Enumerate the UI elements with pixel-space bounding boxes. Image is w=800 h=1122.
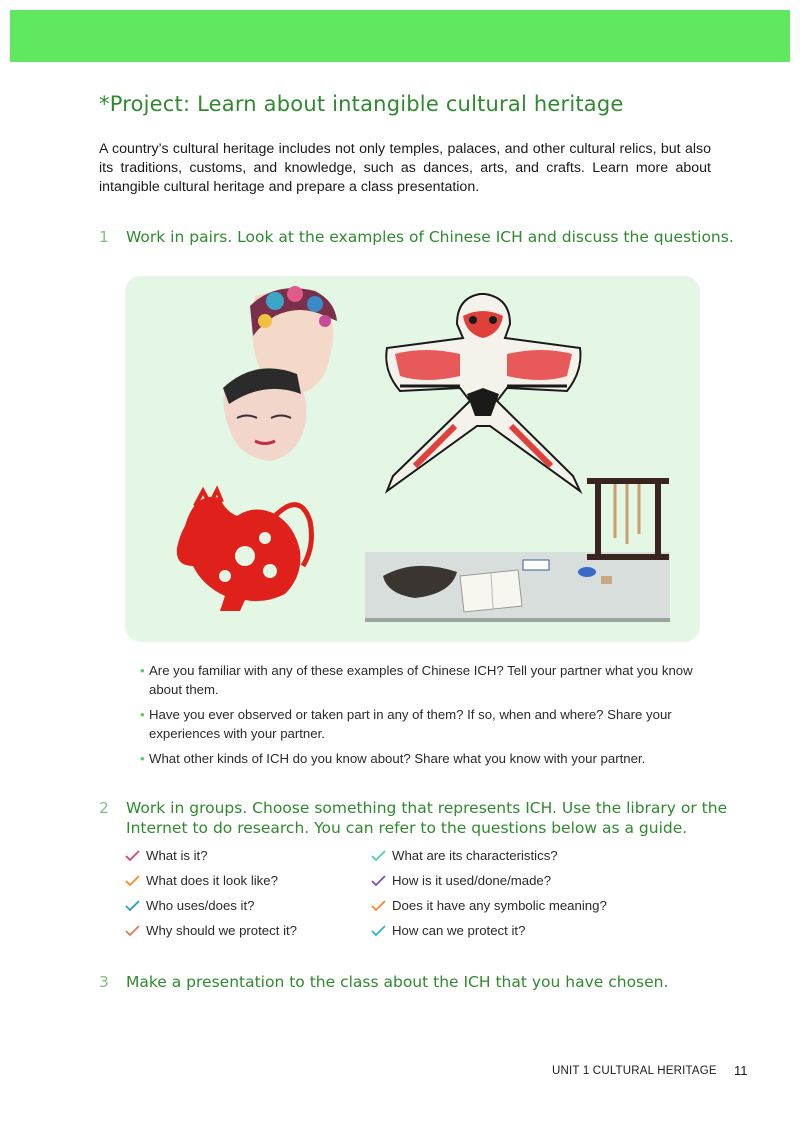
checkmark-icon — [125, 900, 140, 912]
research-question-text: How can we protect it? — [392, 923, 526, 938]
question-bullet: • Have you ever observed or taken part in any of them? If so, when and where? Share your experiences with your partner. — [140, 707, 672, 741]
research-question-item — [125, 846, 371, 865]
task-3-number: 3 — [99, 973, 109, 991]
ich-examples-illustration — [125, 276, 700, 642]
research-question-text: Who uses/does it? — [146, 898, 255, 913]
bullet-dot-icon: • — [140, 707, 145, 722]
bullet-dot-icon: • — [140, 751, 145, 766]
task-3-instruction: Make a presentation to the class about the ICH that you have chosen. — [126, 973, 669, 991]
research-question-item — [371, 846, 641, 865]
question-bullet: • Are you familiar with any of these examples of Chinese ICH? Tell your partner what you know about them. — [140, 663, 693, 697]
task-2-heading — [99, 798, 739, 838]
research-question-item — [125, 921, 371, 940]
checkmark-icon — [371, 925, 386, 937]
research-question-text: What is it? — [146, 848, 208, 863]
checkmark-icon — [125, 850, 140, 862]
task-1-heading — [99, 227, 739, 247]
research-question-text: Does it have any symbolic meaning? — [392, 898, 607, 913]
page-number: 11 — [734, 1063, 748, 1078]
checkmark-icon — [125, 925, 140, 937]
project-title: *Project: Learn about intangible cultural heritage — [99, 92, 624, 116]
task-3-heading — [99, 972, 739, 992]
research-question-text: What does it look like? — [146, 873, 278, 888]
checkmark-icon — [125, 875, 140, 887]
project-intro: A country’s cultural heritage includes not only temples, palaces, and other cultural relics, but also its traditions, customs, and knowledge, such as dances, arts, and crafts. Learn more about intangible cultural heritage and prepare a class presentation. — [99, 141, 711, 195]
research-question-item — [125, 871, 371, 890]
research-question-text: How is it used/done/made? — [392, 873, 552, 888]
research-question-item — [371, 871, 641, 890]
top-color-band — [10, 10, 790, 62]
footer-unit-title: UNIT 1 CULTURAL HERITAGE — [552, 1065, 717, 1077]
paper-cut-rooster-image — [177, 490, 312, 611]
research-question-text: Why should we protect it? — [146, 923, 297, 938]
checkmark-icon — [371, 850, 386, 862]
research-question-text: What are its characteristics? — [392, 848, 558, 863]
task-1-questions — [140, 662, 700, 776]
ich-photo-panel — [125, 276, 700, 642]
checkmark-icon — [371, 875, 386, 887]
research-question-list — [125, 846, 645, 940]
swallow-kite-image — [386, 294, 580, 491]
research-question-item — [371, 896, 641, 915]
checkmark-icon — [371, 900, 386, 912]
calligraphy-tools-image — [365, 478, 670, 622]
bullet-dot-icon: • — [140, 663, 145, 678]
task-2-instruction: Work in groups. Choose something that represents ICH. Use the library or the Internet to do research. You can refer to the questions below as a guide. — [126, 799, 728, 837]
research-question-item — [371, 921, 641, 940]
question-bullet: • What other kinds of ICH do you know about? Share what you know with your partner. — [140, 750, 700, 769]
research-question-item — [125, 896, 371, 915]
task-2-number: 2 — [99, 799, 109, 817]
task-1-number: 1 — [99, 228, 109, 246]
peking-opera-masks-image — [223, 286, 337, 461]
task-1-instruction: Work in pairs. Look at the examples of Chinese ICH and discuss the questions. — [126, 228, 734, 246]
